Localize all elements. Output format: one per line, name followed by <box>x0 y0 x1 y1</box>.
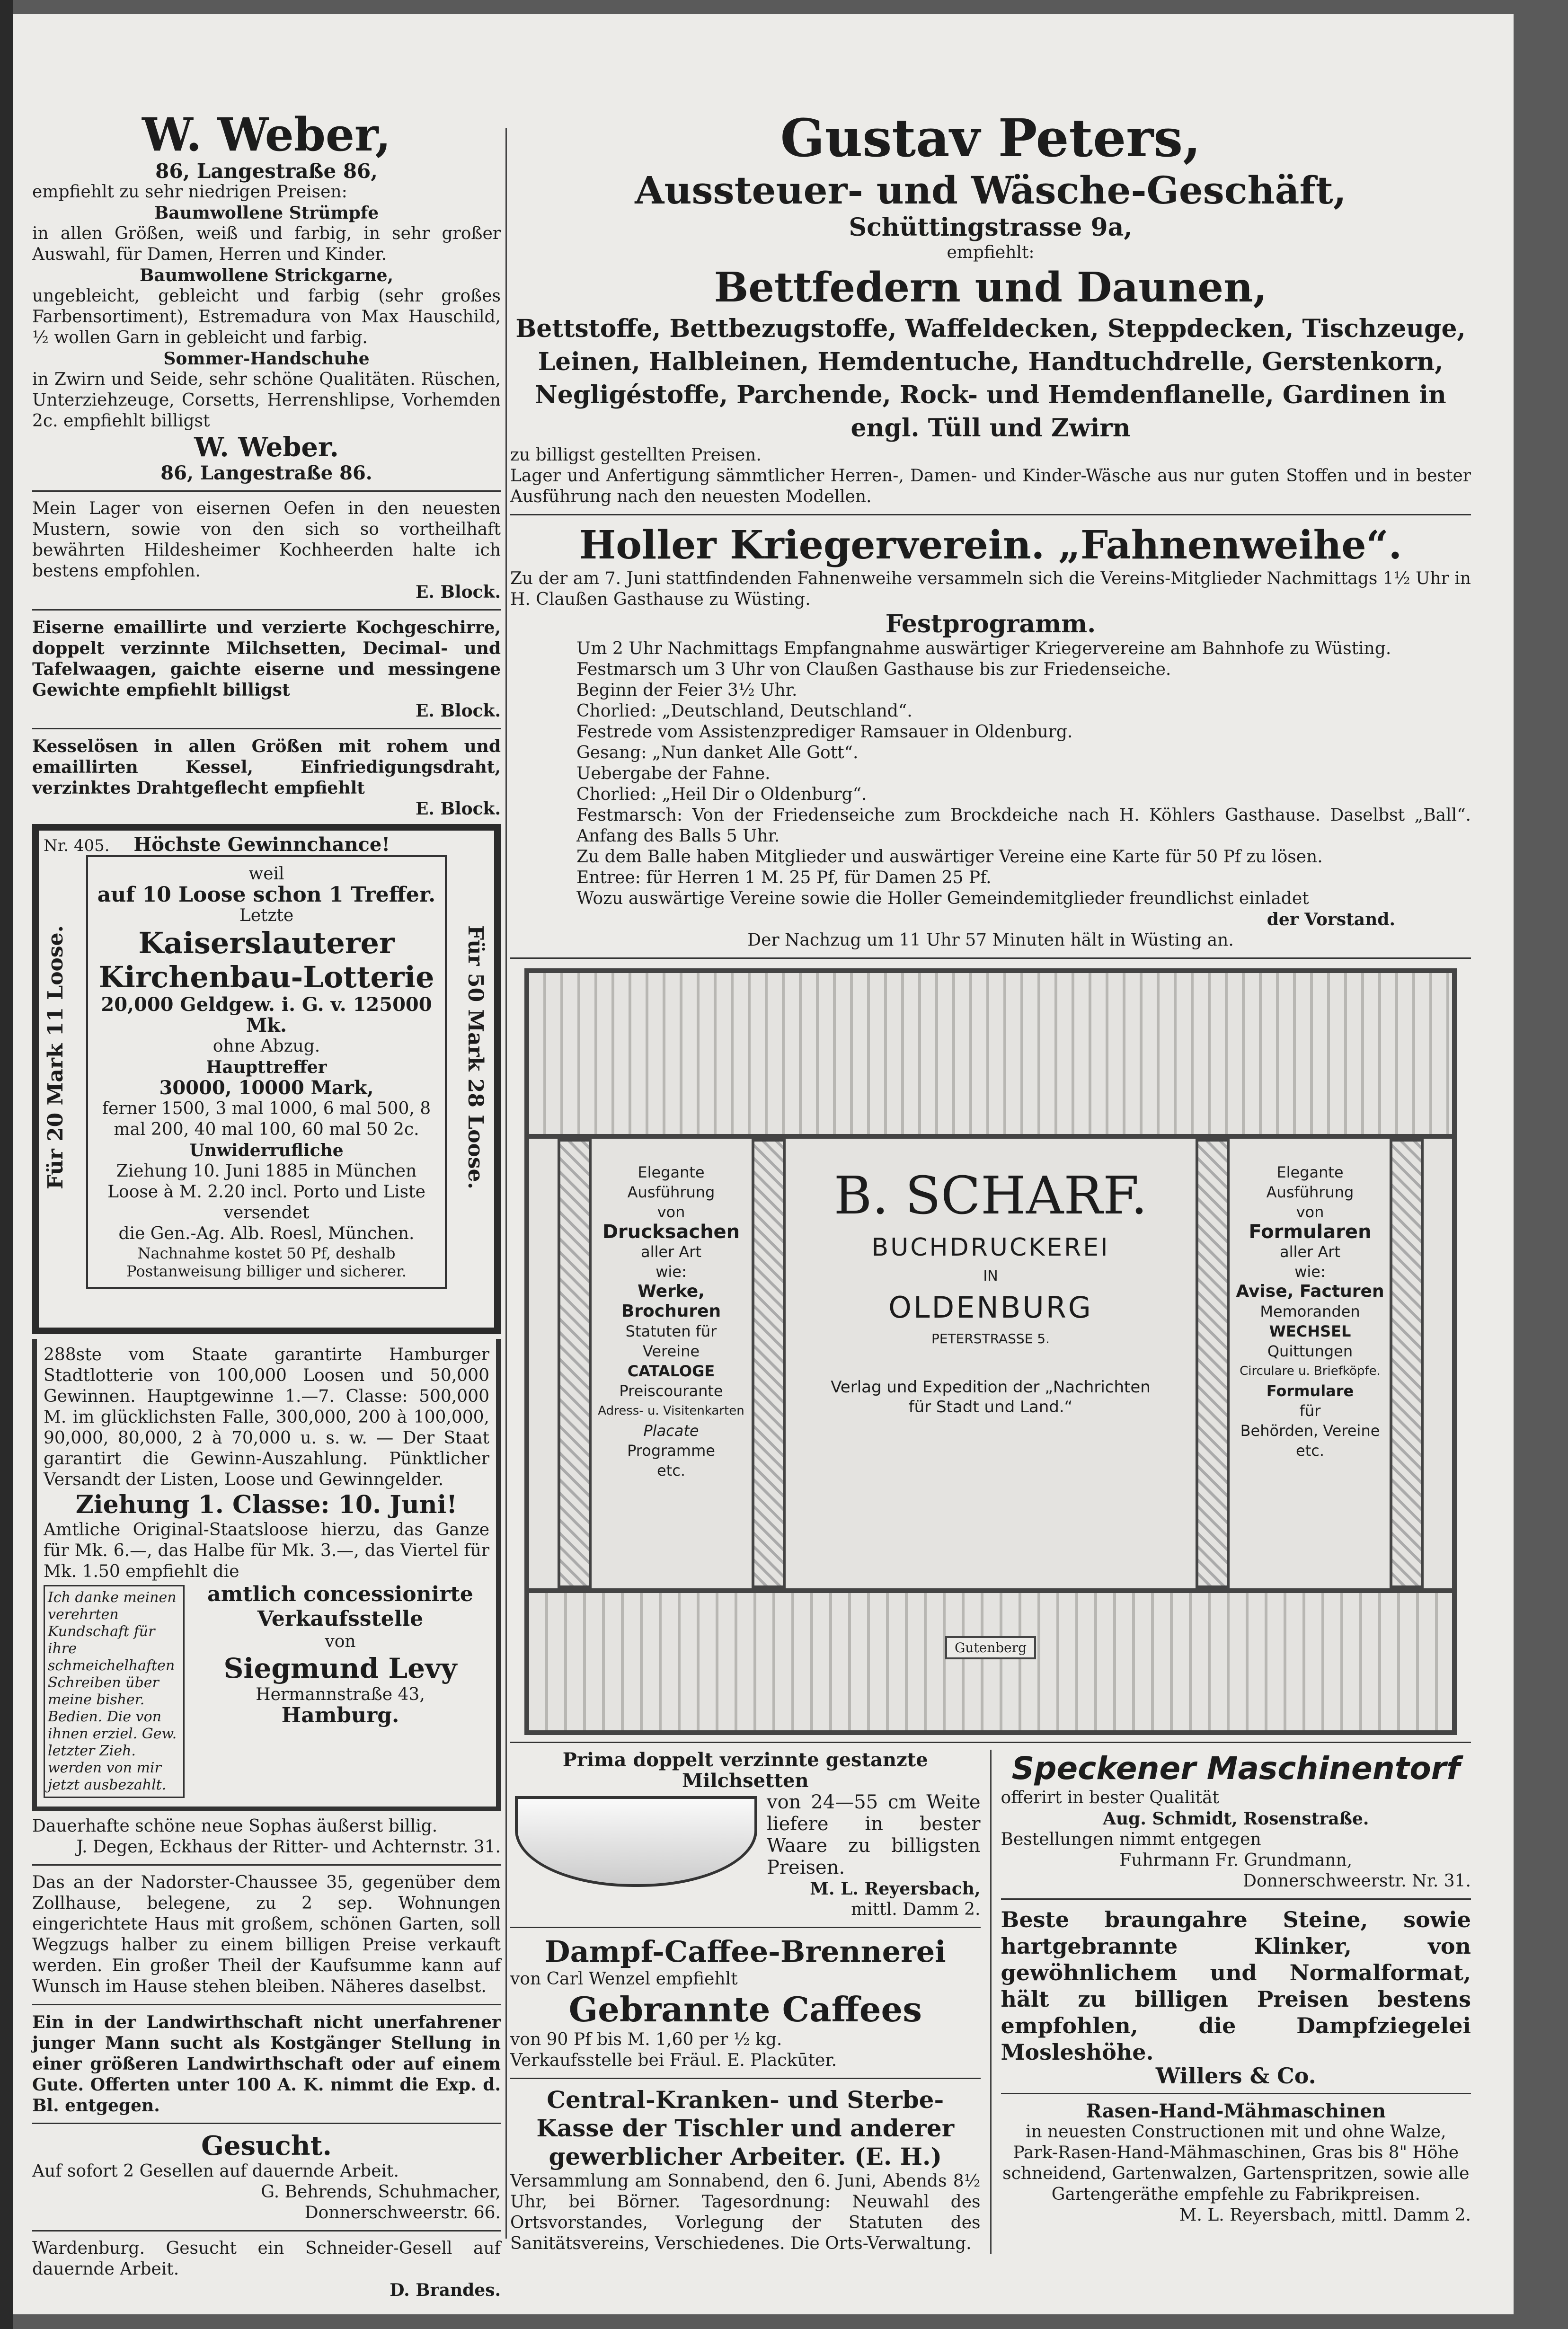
holler-line: Gesang: „Nun danket Alle Gott“. <box>576 743 859 762</box>
divider <box>1001 1898 1471 1900</box>
panel-line: aller Art <box>641 1243 701 1261</box>
torf-title: Speckener Maschinentorf <box>1011 1750 1460 1787</box>
panel-line: WECHSEL <box>1269 1322 1351 1340</box>
holler-title: Holler Kriegerverein. „Fahnenweihe“. <box>579 522 1402 568</box>
panel-line: aller Art <box>1280 1243 1340 1261</box>
page-edge <box>0 0 13 2329</box>
hamburg-name: Siegmund Levy <box>223 1652 457 1684</box>
holler-line: Festrede vom Assistenzprediger Ramsauer in Oldenburg. <box>576 722 1073 742</box>
holler-line: Beginn der Feier 3½ Uhr. <box>576 681 797 700</box>
lottery-ziehung: Ziehung 10. Juni 1885 in München <box>116 1161 417 1181</box>
scharf-city: OLDENBURG <box>888 1290 1093 1325</box>
weber-intro: empfiehlt zu sehr niedrigen Preisen: <box>32 182 347 202</box>
lottery-agent: die Gen.-Ag. Alb. Roesl, München. <box>118 1224 415 1243</box>
divider <box>510 514 1471 515</box>
panel-line: Formulare <box>1266 1382 1354 1400</box>
panel-line: Werke, Brochuren <box>621 1282 721 1321</box>
scharf-right-panel <box>1234 1162 1386 1569</box>
holler-line: Chorlied: „Heil Dir o Oldenburg“. <box>576 785 867 804</box>
peters-headline: Bettfedern und Daunen, <box>714 264 1267 311</box>
kasse-ad <box>510 2086 981 2254</box>
torf-text-4: Donnerschweerstr. Nr. 31. <box>1243 1871 1471 1891</box>
hamburg-thanks-box: Ich danke meinen verehrten Kundschaft für ihre schmeichelhaften Schreiben über meine bisher. Bedien. Die von ihnen erziel. Gew. letzter Zieh. werden von mir jetzt ausbezahlt. <box>44 1585 185 1798</box>
weber-ad <box>32 109 501 484</box>
right-column <box>510 109 1471 2254</box>
holler-line: Entree: für Herren 1 M. 25 Pf, für Damen 25 Pf. <box>576 868 992 887</box>
milch-title: Prima doppelt verzinnte gestanzte Milchsetten <box>562 1749 928 1792</box>
lottery-loose: Loose à M. 2.20 incl. Porto und Liste versendet <box>107 1182 425 1222</box>
divider <box>510 1927 981 1928</box>
rasen-ad <box>1001 2101 1471 2226</box>
gesucht-title: Gesucht. <box>201 2130 332 2161</box>
holler-line: Uebergabe der Fahne. <box>576 764 771 783</box>
block-ad-2 <box>32 617 501 721</box>
lottery-nachnahme: Nachnahme kostet 50 Pf, deshalb Postanweisung billiger und sicherer. <box>126 1244 407 1280</box>
rasen-signature: M. L. Reyersbach, mittl. Damm 2. <box>1179 2205 1471 2225</box>
scharf-ornament-ad <box>524 968 1457 1735</box>
panel-line: Circulare u. Briefköpfe. <box>1240 1364 1381 1378</box>
panel-line: Avise, Facturen <box>1236 1282 1384 1301</box>
panel-line: Elegante Ausführung <box>1266 1163 1354 1201</box>
pillar <box>558 1139 592 1588</box>
block-ad-2-signature: E. Block. <box>415 701 501 721</box>
weber-text-3: in Zwirn und Seide, sehr schöne Qualitäten. Rüschen, Unterziehzeuge, Corsetts, Herrenshlipse, Vorhemden 2c. empfiehlt billigst <box>32 370 501 431</box>
lottery-side-right: Für 50 Mark 28 Loose. <box>463 925 487 1189</box>
panel-line: Placate <box>643 1422 699 1440</box>
panel-line: etc. <box>1296 1442 1324 1460</box>
lottery-headline: Höchste Gewinnchance! <box>133 833 390 856</box>
divider <box>32 2123 501 2124</box>
panel-line: Preiscourante <box>619 1382 723 1400</box>
lottery-haupt-label: Haupttreffer <box>206 1057 327 1077</box>
scharf-trade: BUCHDRUCKEREI <box>871 1233 1110 1262</box>
panel-line: Adress- u. Visitenkarten <box>598 1404 744 1418</box>
scharf-verlag: Verlag und Expedition der „Nachrichten für Stadt und Land.“ <box>831 1378 1151 1417</box>
peters-preis: zu billigst gestellten Preisen. <box>510 445 762 465</box>
weber-signature-address: 86, Langestraße 86. <box>160 462 372 484</box>
lottery-name-1: Kaiserslauterer <box>138 926 395 960</box>
caffee-headline: Gebrannte Caffees <box>568 1989 922 2029</box>
holler-signature: der Vorstand. <box>1267 910 1395 930</box>
gesucht-ad <box>32 2131 501 2223</box>
hamburg-address: Hermannstraße 43, <box>256 1685 425 1704</box>
milch-signature: M. L. Reyersbach, <box>810 1879 981 1899</box>
bottom-right-ads <box>1001 1750 1471 2254</box>
weber-address: 86, Langestraße 86, <box>155 159 378 183</box>
landwirth-text: Ein in der Landwirthschaft nicht unerfahrener junger Mann sucht als Kostgänger Stellung in einer größeren Landwirthschaft oder auf einem Gute. Offerten unter 100 A. K. nimmt die Exp. d. Bl. entgegen. <box>32 2012 501 2116</box>
lottery-side-left: Für 20 Mark 11 Loose. <box>44 925 68 1189</box>
rasen-title: Rasen-Hand-Mähmaschinen <box>1086 2100 1386 2122</box>
lottery-name-2: Kirchenbau-Lotterie <box>98 960 434 994</box>
wardenburg-text: Wardenburg. Gesucht ein Schneider-Gesell auf dauernde Arbeit. <box>32 2239 501 2279</box>
sophas-ad <box>32 1816 501 1858</box>
block-ad-3 <box>32 736 501 819</box>
torf-text-3: Fuhrmann Fr. Grundmann, <box>1119 1851 1353 1870</box>
ornament-frieze <box>529 973 1452 1139</box>
panel-line: wie: <box>656 1263 687 1281</box>
panel-line: CATALOGE <box>627 1362 715 1380</box>
gesucht-text: Auf sofort 2 Gesellen auf dauernde Arbeit. <box>32 2161 399 2181</box>
caffee-ad <box>510 1935 981 2071</box>
holler-line: Festmarsch um 3 Uhr von Claußen Gasthause bis zur Friedenseiche. <box>576 660 1171 679</box>
kasse-text: Versammlung am Sonnabend, den 6. Juni, Abends 8½ Uhr, bei Börner. Tagesordnung: Neuwahl des Ortsvorstandes, Vorlegung der Statuten des Sanitätsvereins, Verschiedenes. Die Orts-Verwaltung. <box>510 2171 981 2253</box>
weber-text-1: in allen Größen, weiß und farbig, in sehr großer Auswahl, für Damen, Herren und Kinder. <box>32 224 501 264</box>
weber-heading-2: Baumwollene Strickgarne, <box>139 266 394 285</box>
lottery-unwiderruflich: Unwiderrufliche <box>189 1141 344 1160</box>
peters-empfiehlt: empfiehlt: <box>947 243 1035 262</box>
torf-text-2: Bestellungen nimmt entgegen <box>1001 1830 1261 1849</box>
panel-line: Memoranden <box>1260 1302 1360 1320</box>
torf-text-1: offerirt in bester Qualität <box>1001 1788 1219 1807</box>
caffee-price: von 90 Pf bis M. 1,60 per ½ kg. <box>510 2030 782 2049</box>
divider <box>32 728 501 729</box>
hamburg-text-2: Amtliche Original-Staatsloose hierzu, das Ganze für Mk. 6.—, das Halbe für Mk. 3.—, das Viertel für Mk. 1.50 empfiehlt die <box>44 1520 489 1581</box>
pillar <box>1390 1139 1424 1588</box>
peters-lager: Lager und Anfertigung sämmtlicher Herren-, Damen- und Kinder-Wäsche aus nur guten Stoffen und in bester Ausführung nach den neuesten Modellen. <box>510 466 1471 506</box>
caffee-von: von Carl Wenzel empfiehlt <box>510 1969 738 1989</box>
block-ad-3-signature: E. Block. <box>415 799 501 819</box>
divider <box>32 1864 501 1866</box>
torf-ad <box>1001 1750 1471 1892</box>
hamburg-lottery-ad <box>32 1339 501 1811</box>
hamburg-von: von <box>325 1632 356 1651</box>
newspaper-page <box>13 14 1514 2314</box>
lottery-inner <box>86 855 447 1289</box>
divider <box>510 2078 981 2079</box>
weber-heading-3: Sommer-Handschuhe <box>163 349 370 369</box>
divider <box>510 957 1471 959</box>
weber-title: W. Weber, <box>142 108 391 161</box>
wardenburg-ad <box>32 2238 501 2301</box>
scharf-name: B. SCHARF. <box>833 1165 1148 1226</box>
peters-address: Schüttingstrasse 9a, <box>849 213 1133 242</box>
panel-line: wie: <box>1294 1263 1326 1281</box>
panel-line: Drucksachen <box>602 1221 740 1243</box>
peters-ad <box>510 109 1471 507</box>
panel-line: Programme <box>627 1442 715 1460</box>
scharf-left-panel <box>595 1162 747 1569</box>
pillar <box>1196 1139 1230 1588</box>
panel-line: Statuten für Vereine <box>625 1322 717 1360</box>
holler-line: Wozu auswärtige Vereine sowie die Holler Gemeindemitglieder freundlichst einladet <box>576 889 1309 908</box>
gesucht-signature-2: Donnerschweerstr. 66. <box>304 2203 501 2223</box>
haus-ad <box>32 1872 501 1997</box>
steine-ad <box>1001 1906 1471 2089</box>
panel-line: Formularen <box>1249 1221 1372 1243</box>
divider <box>32 2230 501 2232</box>
ornament-base <box>529 1588 1452 1730</box>
divider <box>32 609 501 611</box>
panel-line: Behörden, Vereine <box>1240 1422 1380 1440</box>
block-ad-3-text: Kesselösen in allen Größen mit rohem und emaillirten Kessel, Einfriedigungsdraht, verzinktes Drahtgeflecht empfiehlt <box>32 736 501 798</box>
caffee-stelle: Verkaufsstelle bei Fräul. E. Plackūter. <box>510 2051 837 2070</box>
panel-line: von <box>1296 1203 1324 1221</box>
bottom-left-ads <box>510 1750 981 2254</box>
steine-text: Beste braungahre Steine, sowie hartgebrannte Klinker, von gewöhnlichem und Normalformat, hält zu billigen Preisen bestens empfohlen, die Dampfziegelei Mosleshöhe. <box>1001 1907 1471 2065</box>
lottery-haupt-value: 30000, 10000 Mark, <box>159 1077 374 1099</box>
divider <box>510 1742 1471 1743</box>
lottery-number: Nr. 405. <box>44 836 110 855</box>
lottery-abzug: ohne Abzug. <box>213 1036 320 1056</box>
steine-signature: Willers & Co. <box>1155 2063 1316 2089</box>
weber-signature: W. Weber. <box>194 432 339 463</box>
sophas-text: Dauerhafte schöne neue Sophas äußerst billig. <box>32 1816 438 1836</box>
holler-festprogramm: Festprogramm. <box>885 610 1096 638</box>
milch-ad <box>510 1750 981 1920</box>
peters-list: Bettstoffe, Bettbezugstoffe, Waffeldecken, Steppdecken, Tischzeuge, Leinen, Halbleinen, Hemdentuche, Handtuchdrelle, Gerstenkorn, Negligéstoffe, Parchende, Rock- und Hemdenflanelle, Gardinen in engl. Tüll und Zwirn <box>515 314 1466 443</box>
divider <box>32 490 501 492</box>
block-ad-1 <box>32 498 501 602</box>
column-rule <box>990 1750 992 2254</box>
gutenberg-medallion: Gutenberg <box>945 1636 1036 1659</box>
block-ad-1-signature: E. Block. <box>415 582 501 602</box>
hamburg-text-1: 288ste vom Staate garantirte Hamburger Stadtlotterie von 100,000 Loosen und 50,000 Gewinnen. Hauptgewinne 1.—7. Classe: 500,000 M. im glücklichsten Falle, 300,000, 200 à 100,000, 90,000, 80,000, 2 à 70,000 u. s. w. — Der Staat garantirt die Gewinn-Auszahlung. Pünktlicher Versandt der Listen, Loose und Gewinngelder. <box>44 1345 489 1489</box>
milch-signature-2: mittl. Damm 2. <box>851 1900 981 1919</box>
hamburg-amtlich: amtlich concessionirte Verkaufsstelle <box>207 1582 473 1631</box>
lottery-odds: auf 10 Loose schon 1 Treffer. <box>97 883 436 907</box>
scharf-in: IN <box>983 1268 998 1284</box>
pillar <box>752 1139 786 1588</box>
panel-line: von <box>657 1203 685 1221</box>
landwirth-ad <box>32 2012 501 2116</box>
sophas-signature: J. Degen, Eckhaus der Ritter- und Achternstr. 31. <box>76 1837 501 1857</box>
lottery-value: 20,000 Geldgew. i. G. v. 125000 Mk. <box>101 993 432 1036</box>
column-rule <box>505 128 507 2239</box>
panel-line: etc. <box>657 1461 685 1479</box>
lottery-weil: weil <box>248 864 284 884</box>
block-ad-1-text: Mein Lager von eisernen Oefen in den neuesten Mustern, sowie von den sich so vortheilhaft bewährten Hildesheimer Kochheerden halte ich bestens empfohlen. <box>32 499 501 581</box>
peters-title: Gustav Peters, <box>780 107 1201 168</box>
left-column <box>32 108 501 2300</box>
scharf-street: PETERSTRASSE 5. <box>931 1331 1050 1346</box>
rasen-text: in neuesten Constructionen mit und ohne Walze, Park-Rasen-Hand-Mähmaschinen, Gras bis 8" Höhe schneidend, Gartenwalzen, Gartenspritzen, sowie alle Gartengeräthe empfehle zu Fabrikpreisen. <box>1002 2122 1470 2204</box>
hamburg-ziehung: Ziehung 1. Classe: 10. Juni! <box>75 1490 458 1519</box>
lottery-header <box>44 835 489 855</box>
holler-line: Um 2 Uhr Nachmittags Empfangnahme auswärtiger Kriegervereine am Bahnhofe zu Wüsting. <box>576 639 1391 658</box>
weber-heading-1: Baumwollene Strümpfe <box>154 203 379 223</box>
panel-line: Quittungen <box>1267 1342 1353 1360</box>
divider <box>32 2004 501 2005</box>
milch-text: von 24—55 cm Weite liefere in bester Waare zu billigsten Preisen. <box>767 1791 981 1878</box>
holler-line: Chorlied: „Deutschland, Deutschland“. <box>576 701 912 721</box>
kasse-title: Central-Kranken- und Sterbe-Kasse der Tischler und anderer gewerblicher Arbeiter. (E. H.) <box>536 2086 955 2170</box>
lottery-letzte: Letzte <box>239 906 294 925</box>
weber-text-2: ungebleicht, gebleicht und farbig (sehr großes Farbensortiment), Estremadura von Max Hauschild, ½ wollen Garn in gebleicht und farbig. <box>32 286 501 347</box>
bottom-ads <box>510 1750 1471 2254</box>
lottery-ad <box>32 824 501 1334</box>
holler-line: Zu dem Balle haben Mitglieder und auswärtiger Vereine eine Karte für 50 Pf zu lösen. <box>576 847 1323 867</box>
lottery-ferner: ferner 1500, 3 mal 1000, 6 mal 500, 8 mal 200, 40 mal 100, 60 mal 50 2c. <box>102 1099 431 1139</box>
block-ad-2-text: Eiserne emaillirte und verzierte Kochgeschirre, doppelt verzinnte Milchsetten, Decimal- und Tafelwaagen, gaichte eiserne und messingene Gewichte empfiehlt billigst <box>32 618 501 700</box>
divider <box>1001 2093 1471 2094</box>
holler-program <box>510 638 1471 909</box>
hamburg-city: Hamburg. <box>281 1703 399 1727</box>
peters-subtitle: Aussteuer- und Wäsche-Geschäft, <box>635 168 1347 213</box>
haus-text: Das an der Nadorster-Chaussee 35, gegenüber dem Zollhause, belegene, zu 2 sep. Wohnungen eingerichtete Haus mit großem, schönen Garten, soll Wegzugs halber zu einem billigen Preise verkauft werden. Ein großer Theil der Kaufsumme kann auf Wunsch im Hause stehen bleiben. Näheres daselbst. <box>32 1873 501 1996</box>
holler-line: Festmarsch: Von der Friedenseiche zum Brockdeiche nach H. Köhlers Gasthause. Daselbst „Ball“. Anfang des Balls 5 Uhr. <box>576 806 1471 846</box>
holler-nachzug: Der Nachzug um 11 Uhr 57 Minuten hält in Wüsting an. <box>747 930 1234 950</box>
torf-name: Aug. Schmidt, Rosenstraße. <box>1103 1809 1369 1829</box>
gesucht-signature-1: G. Behrends, Schuhmacher, <box>261 2182 501 2202</box>
caffee-title: Dampf-Caffee-Brennerei <box>544 1934 946 1969</box>
panel-line: Elegante Ausführung <box>627 1163 715 1201</box>
wardenburg-signature: D. Brandes. <box>390 2280 501 2300</box>
scharf-center-panel <box>794 1162 1187 1569</box>
panel-line: für <box>1299 1402 1321 1420</box>
holler-intro: Zu der am 7. Juni stattfindenden Fahnenweihe versammeln sich die Vereins-Mitglieder Nachmittags 1½ Uhr in H. Claußen Gasthause zu Wüsting. <box>510 569 1471 609</box>
holler-ad <box>510 522 1471 951</box>
